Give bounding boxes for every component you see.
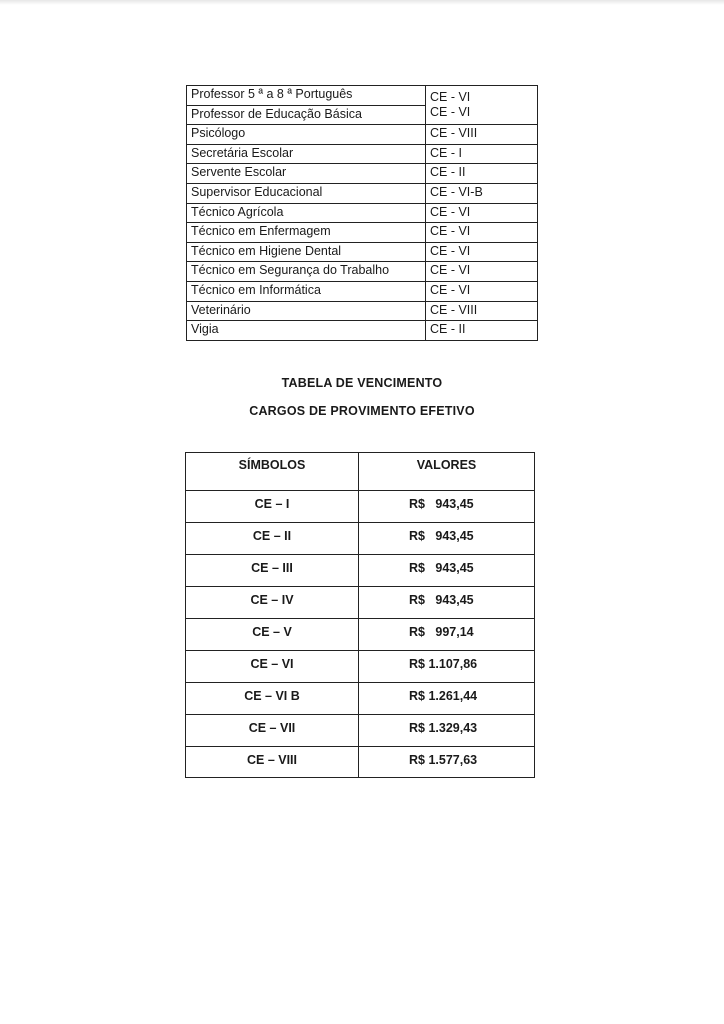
- vencimento-simbolo: CE – VI: [250, 657, 294, 671]
- vencimento-simbolo-cell: [186, 747, 359, 778]
- cargo-nome: Servente Escolar: [187, 164, 426, 184]
- vencimento-simbolo: CE – VI B: [244, 689, 300, 703]
- cargo-nome: Técnico Agrícola: [187, 203, 426, 223]
- vencimento-row: [186, 523, 535, 555]
- vencimento-table-head: [186, 453, 535, 491]
- heading-tabela-vencimento: TABELA DE VENCIMENTO: [281, 376, 443, 390]
- vencimento-valor-cell: [359, 747, 535, 778]
- vencimento-simbolo: CE – I: [254, 497, 290, 511]
- cargo-simbolo: CE - VI: [426, 262, 538, 282]
- vencimento-valor: R$ 943,45: [409, 497, 474, 511]
- cargo-simbolo: CE - VIII: [426, 301, 538, 321]
- vencimento-simbolo: CE – V: [252, 625, 292, 639]
- col-header-valores: VALORES: [359, 453, 535, 491]
- cargo-nome: Técnico em Segurança do Trabalho: [187, 262, 426, 282]
- cargo-nome: Secretária Escolar: [187, 144, 426, 164]
- vencimento-valor-cell: [359, 715, 535, 747]
- vencimento-simbolo-cell: [186, 715, 359, 747]
- cargo-simbolo: CE - VIII: [426, 125, 538, 145]
- vencimento-row: [186, 587, 535, 619]
- cargo-simbolo-merged: [426, 86, 538, 125]
- cargo-simbolo: CE - VI: [426, 223, 538, 243]
- cargos-table: [186, 85, 538, 341]
- cargo-row: [187, 86, 538, 106]
- vencimento-valor-cell: [359, 491, 535, 523]
- cargo-simbolo: CE - II: [426, 164, 538, 184]
- vencimento-simbolo-cell: [186, 491, 359, 523]
- vencimento-valor: R$ 943,45: [409, 529, 474, 543]
- cargo-row: [187, 223, 538, 243]
- cargo-row: [187, 183, 538, 203]
- cargo-simbolo: CE - II: [426, 321, 538, 341]
- vencimento-simbolo-cell: [186, 683, 359, 715]
- vencimento-simbolo-cell: [186, 651, 359, 683]
- cargo-row: [187, 321, 538, 341]
- scan-edge: [0, 0, 724, 5]
- cargo-nome: Psicólogo: [187, 125, 426, 145]
- vencimento-valor: R$ 1.329,43: [409, 721, 478, 735]
- vencimento-simbolo: CE – VIII: [246, 753, 298, 767]
- cargo-row: [187, 125, 538, 145]
- heading-cargos-provimento: CARGOS DE PROVIMENTO EFETIVO: [249, 404, 475, 418]
- vencimento-valor: R$ 1.577,63: [409, 753, 478, 767]
- vencimento-valor: R$ 943,45: [409, 561, 474, 575]
- vencimento-simbolo-cell: [186, 523, 359, 555]
- cargo-nome: Professor 5 ª a 8 ª Português: [187, 86, 426, 106]
- cargo-simbolo: CE - VI: [426, 242, 538, 262]
- cargo-row: [187, 203, 538, 223]
- vencimento-valor: R$ 997,14: [409, 625, 474, 639]
- vencimento-simbolo: CE – VII: [248, 721, 296, 735]
- vencimento-simbolo: CE – II: [252, 529, 292, 543]
- cargo-simbolo: CE - I: [426, 144, 538, 164]
- cargo-row: [187, 242, 538, 262]
- vencimento-row: [186, 747, 535, 778]
- vencimento-simbolo: CE – IV: [250, 593, 294, 607]
- vencimento-valor: R$ 1.261,44: [409, 689, 478, 703]
- cargo-simbolo: CE - VI: [426, 203, 538, 223]
- vencimento-valor-cell: [359, 587, 535, 619]
- cargo-row: [187, 301, 538, 321]
- vencimento-table-body: [186, 491, 535, 778]
- vencimento-valor-cell: [359, 523, 535, 555]
- col-header-simbolos: SÍMBOLOS: [186, 453, 359, 491]
- cargo-simbolo: CE - VI: [430, 105, 471, 120]
- cargo-simbolo: CE - VI-B: [426, 183, 538, 203]
- cargo-nome: Professor de Educação Básica: [187, 105, 426, 125]
- cargo-nome: Técnico em Enfermagem: [187, 223, 426, 243]
- cargo-row: [187, 262, 538, 282]
- cargo-nome: Vigia: [187, 321, 426, 341]
- vencimento-valor-cell: [359, 555, 535, 587]
- vencimento-row: [186, 715, 535, 747]
- vencimento-valor-cell: [359, 619, 535, 651]
- vencimento-valor-cell: [359, 651, 535, 683]
- cargo-simbolo: CE - VI: [430, 90, 471, 105]
- vencimento-valor-cell: [359, 683, 535, 715]
- vencimento-row: [186, 651, 535, 683]
- cargo-row: [187, 281, 538, 301]
- cargo-simbolo: CE - VI: [426, 281, 538, 301]
- vencimento-simbolo: CE – III: [251, 561, 293, 575]
- vencimento-header-row: [186, 453, 535, 491]
- vencimento-row: [186, 491, 535, 523]
- vencimento-valor: R$ 1.107,86: [409, 657, 478, 671]
- vencimento-row: [186, 619, 535, 651]
- vencimento-row: [186, 555, 535, 587]
- vencimento-simbolo-cell: [186, 555, 359, 587]
- cargo-row: [187, 164, 538, 184]
- cargo-nome: Veterinário: [187, 301, 426, 321]
- cargo-nome: Técnico em Informática: [187, 281, 426, 301]
- vencimento-simbolo-cell: [186, 619, 359, 651]
- vencimento-table: [185, 452, 535, 778]
- cargo-nome: Supervisor Educacional: [187, 183, 426, 203]
- cargos-table-body: [187, 86, 538, 341]
- vencimento-simbolo-cell: [186, 587, 359, 619]
- vencimento-row: [186, 683, 535, 715]
- vencimento-valor: R$ 943,45: [409, 593, 474, 607]
- cargo-nome: Técnico em Higiene Dental: [187, 242, 426, 262]
- cargo-row: [187, 144, 538, 164]
